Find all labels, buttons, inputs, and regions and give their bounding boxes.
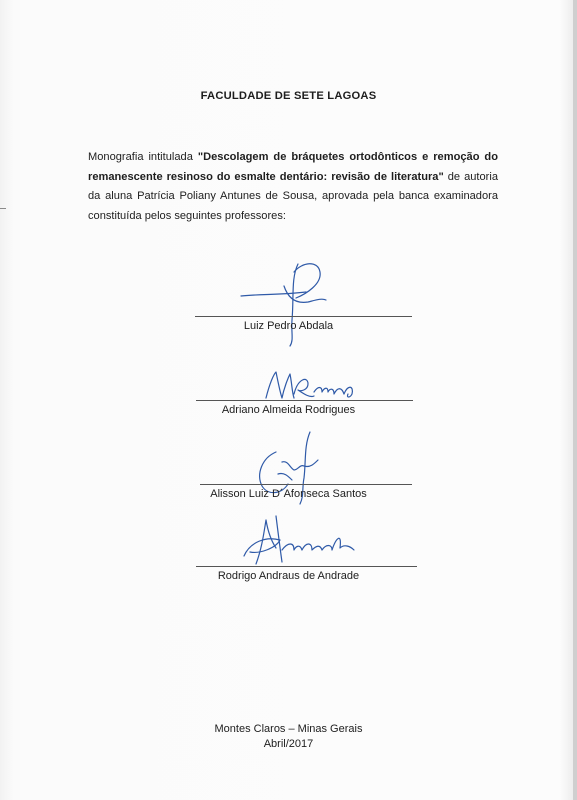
scan-edge-shadow — [573, 0, 577, 800]
approval-prefix: Monografia intitulada — [88, 151, 198, 163]
institution-title: FACULDADE DE SETE LAGOAS — [200, 90, 377, 102]
examiner-name-4: Rodrigo Andraus de Andrade — [217, 570, 360, 582]
scan-mark — [0, 208, 6, 209]
examiner-name-2: Adriano Almeida Rodrigues — [221, 404, 356, 416]
monograph-title: "Descolagem de bráquetes ortodônticos e remoção do remanescente resinoso do esmalte dentário: revisão de literatura" — [88, 151, 498, 183]
signature-1 — [236, 258, 336, 348]
signature-4 — [236, 512, 366, 568]
examiner-name-3: Alisson Luiz D´Afonseca Santos — [210, 488, 367, 500]
approval-suffix: de autoria da aluna Patrícia Poliany Antunes de Sousa, aprovada pela banca examinadora constituída pelos seguintes professores: — [88, 170, 498, 222]
approval-paragraph — [88, 148, 498, 226]
examiner-name-1: Luiz Pedro Abdala — [243, 320, 334, 332]
signature-line-3 — [200, 484, 412, 485]
signature-line-2 — [196, 400, 413, 401]
signature-line-4 — [196, 566, 417, 567]
location-footer: Montes Claros – Minas Gerais — [214, 723, 363, 735]
date-footer: Abril/2017 — [263, 738, 314, 750]
signature-line-1 — [195, 316, 412, 317]
signature-2 — [262, 368, 362, 408]
